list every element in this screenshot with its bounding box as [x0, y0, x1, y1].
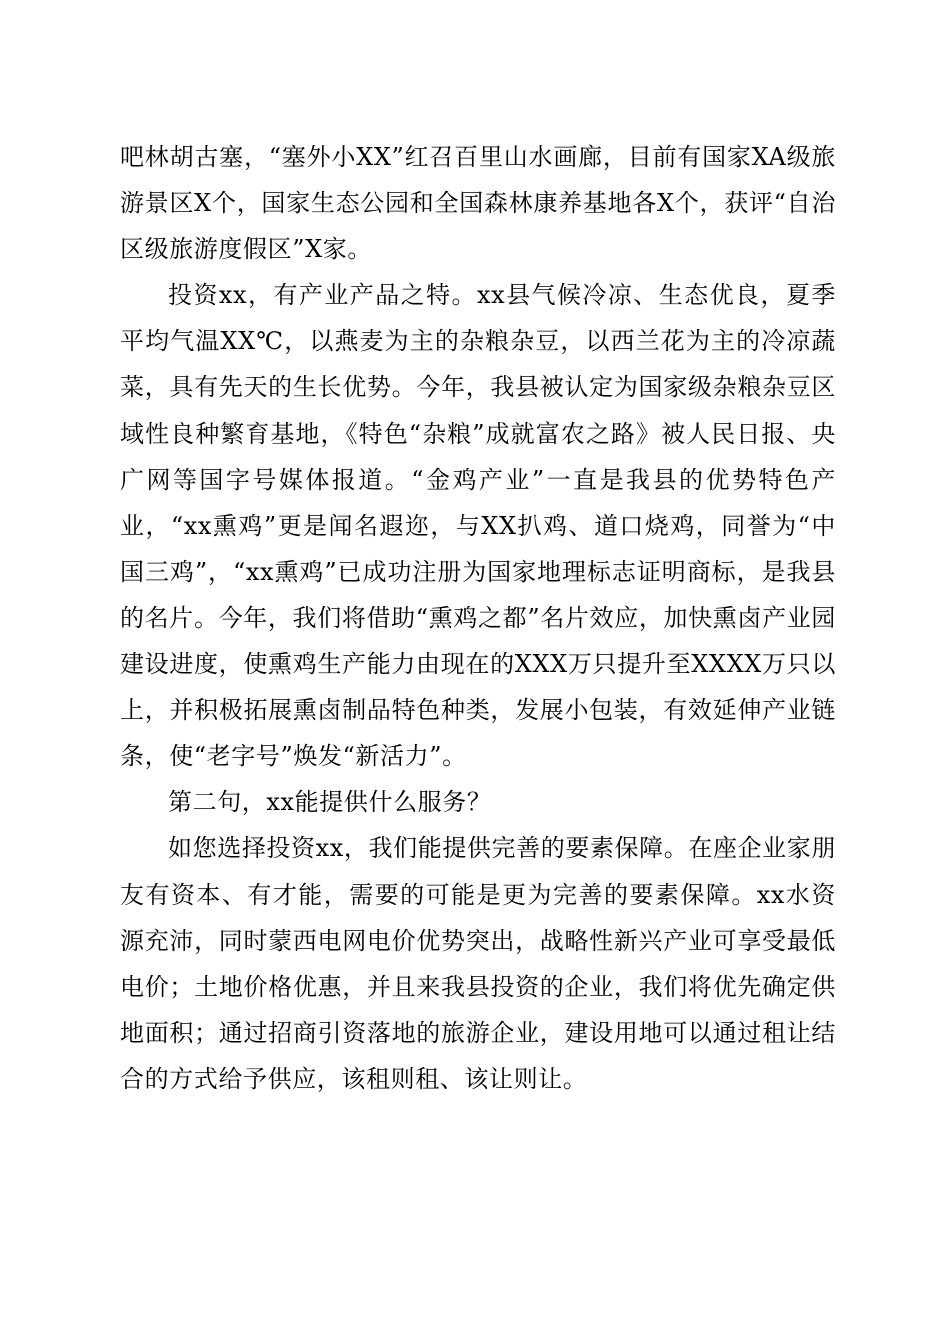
paragraph-3: 如您选择投资xx，我们能提供完善的要素保障。在座企业家朋友有资本、有才能，需要的可能是更为完善的要素保障。xx水资源充沛，同时蒙西电网电价优势突出，战略性新兴产业可享受最低电价；土地价格优惠，并且来我县投资的企业，我们将优先确定供地面积；通过招商引资落地的旅游企业，建设用地可以通过租让结合的方式给予供应，该租则租、该让则让。 — [120, 834, 836, 1093]
paragraph-1: 吧林胡古塞，“塞外小XX”红召百里山水画廊，目前有国家XA级旅游景区X个，国家生态公园和全国森林康养基地各X个，获评“自治区级旅游度假区”X家。 — [120, 143, 836, 264]
body-text — [120, 134, 836, 1102]
paragraph-2: 投资xx，有产业产品之特。xx县气候冷凉、生态优良，夏季平均气温XX℃，以燕麦为主的杂粮杂豆，以西兰花为主的冷凉蔬菜，具有先天的生长优势。今年，我县被认定为国家级杂粮杂豆区域性良种繁育基地，《特色“杂粮”成就富农之路》被人民日报、央广网等国字号媒体报道。“金鸡产业”一直是我县的优势特色产业，“xx熏鸡”更是闻名遐迩，与XX扒鸡、道口烧鸡，同誉为“中国三鸡”，“xx熏鸡”已成功注册为国家地理标志证明商标，是我县的名片。今年，我们将借助“熏鸡之都”名片效应，加快熏卤产业园建设进度，使熏鸡生产能力由现在的XXX万只提升至XXXX万只以上，并积极拓展熏卤制品特色种类，发展小包装，有效延伸产业链条，使“老字号”焕发“新活力”。 — [120, 281, 836, 771]
section-heading: 第二句，xx能提供什么服务？ — [168, 788, 492, 817]
